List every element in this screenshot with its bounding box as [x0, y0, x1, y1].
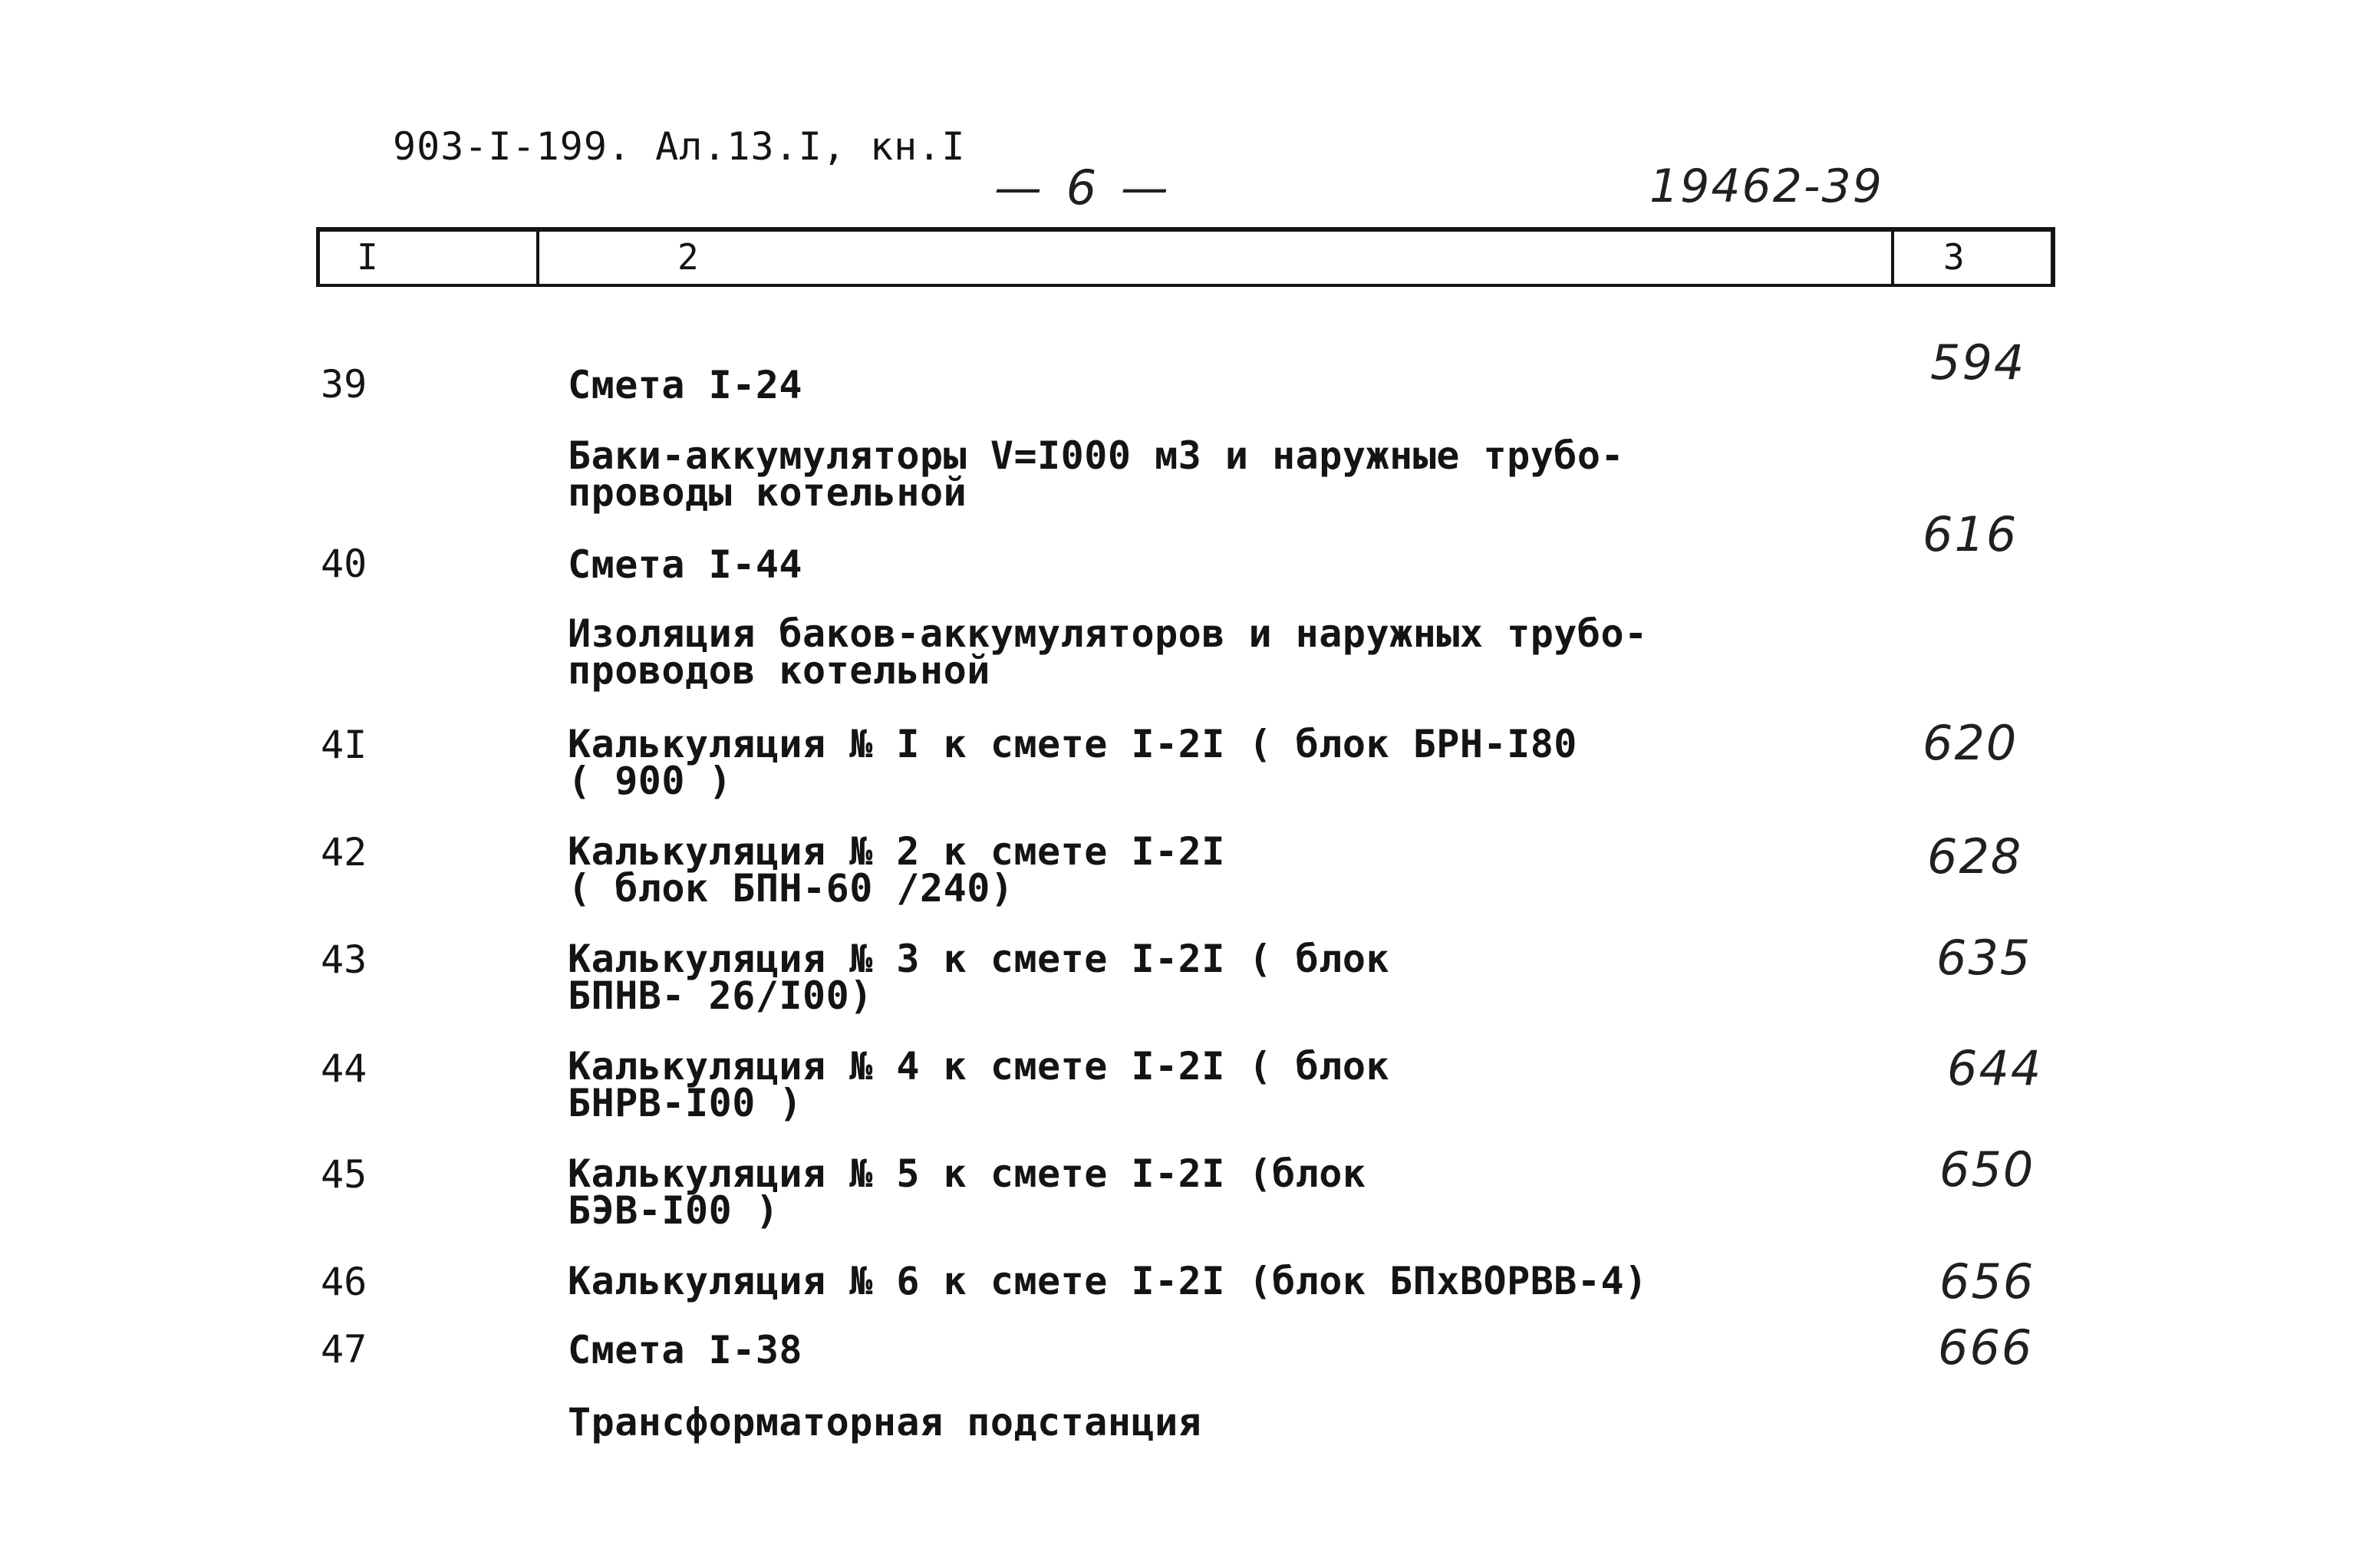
entry-title: Калькуляция № 3 к смете I-2I ( блок — [568, 937, 1390, 981]
column-divider — [536, 232, 539, 284]
entry-title: БЭВ-I00 ) — [568, 1188, 779, 1233]
page-reference: 656 — [1939, 1253, 2035, 1309]
entry-title: Калькуляция № 4 к смете I-2I ( блок — [568, 1044, 1390, 1089]
column-number-3: 3 — [1943, 236, 1965, 278]
page-reference: 620 — [1923, 715, 2018, 771]
row-number: 45 — [321, 1152, 367, 1197]
entry-title: Калькуляция № 6 к смете I-2I (блок БПхВОРВВ-4) — [568, 1259, 1648, 1303]
page-reference: 635 — [1936, 930, 2032, 986]
column-header-box — [316, 227, 2055, 287]
entry-description: проводов котельной — [568, 648, 990, 693]
page-reference: 644 — [1947, 1040, 2043, 1096]
entry-description: Баки-аккумуляторы V=I000 м3 и наружные трубо- — [568, 433, 1625, 478]
page-reference: 594 — [1930, 334, 2026, 390]
row-number: 40 — [321, 542, 367, 586]
entry-title: ( 900 ) — [568, 759, 733, 803]
page-reference: 616 — [1923, 506, 2018, 562]
entry-description: Трансформаторная подстанция — [568, 1400, 1202, 1444]
entry-title: БНРВ-I00 ) — [568, 1081, 803, 1125]
column-divider — [1891, 232, 1894, 284]
column-number-2: 2 — [677, 236, 699, 278]
entry-title: БПНВ- 26/I00) — [568, 973, 873, 1018]
entry-title: Смета I-44 — [568, 542, 803, 587]
entry-title: Калькуляция № I к смете I-2I ( блок БРН-I80 — [568, 722, 1577, 766]
row-number: 44 — [321, 1046, 367, 1091]
entry-title: ( блок БПН-60 /240) — [568, 866, 1014, 911]
entry-title: Калькуляция № 5 к смете I-2I (блок — [568, 1151, 1366, 1196]
entry-title: Смета I-24 — [568, 363, 803, 407]
page-reference: 666 — [1938, 1319, 2034, 1375]
column-number-1: I — [357, 236, 378, 278]
entry-description: проводы котельной — [568, 470, 967, 515]
page-reference: 628 — [1927, 828, 2023, 884]
row-number: 46 — [321, 1260, 367, 1304]
page-reference: 650 — [1939, 1141, 2035, 1197]
entry-title: Смета I-38 — [568, 1328, 803, 1372]
row-number: 39 — [321, 362, 367, 407]
row-number: 43 — [321, 937, 367, 982]
row-number: 42 — [321, 830, 367, 875]
document-code: 903-I-199. Ал.13.I, кн.I — [393, 124, 966, 169]
row-number: 4I — [321, 723, 367, 767]
entry-title: Калькуляция № 2 к смете I-2I — [568, 829, 1225, 874]
row-number: 47 — [321, 1327, 367, 1372]
page-number: — 6 — — [994, 160, 1173, 216]
entry-description: Изоляция баков-аккумуляторов и наружных трубо- — [568, 611, 1648, 656]
sheet-id: 19462-39 — [1649, 160, 1883, 213]
